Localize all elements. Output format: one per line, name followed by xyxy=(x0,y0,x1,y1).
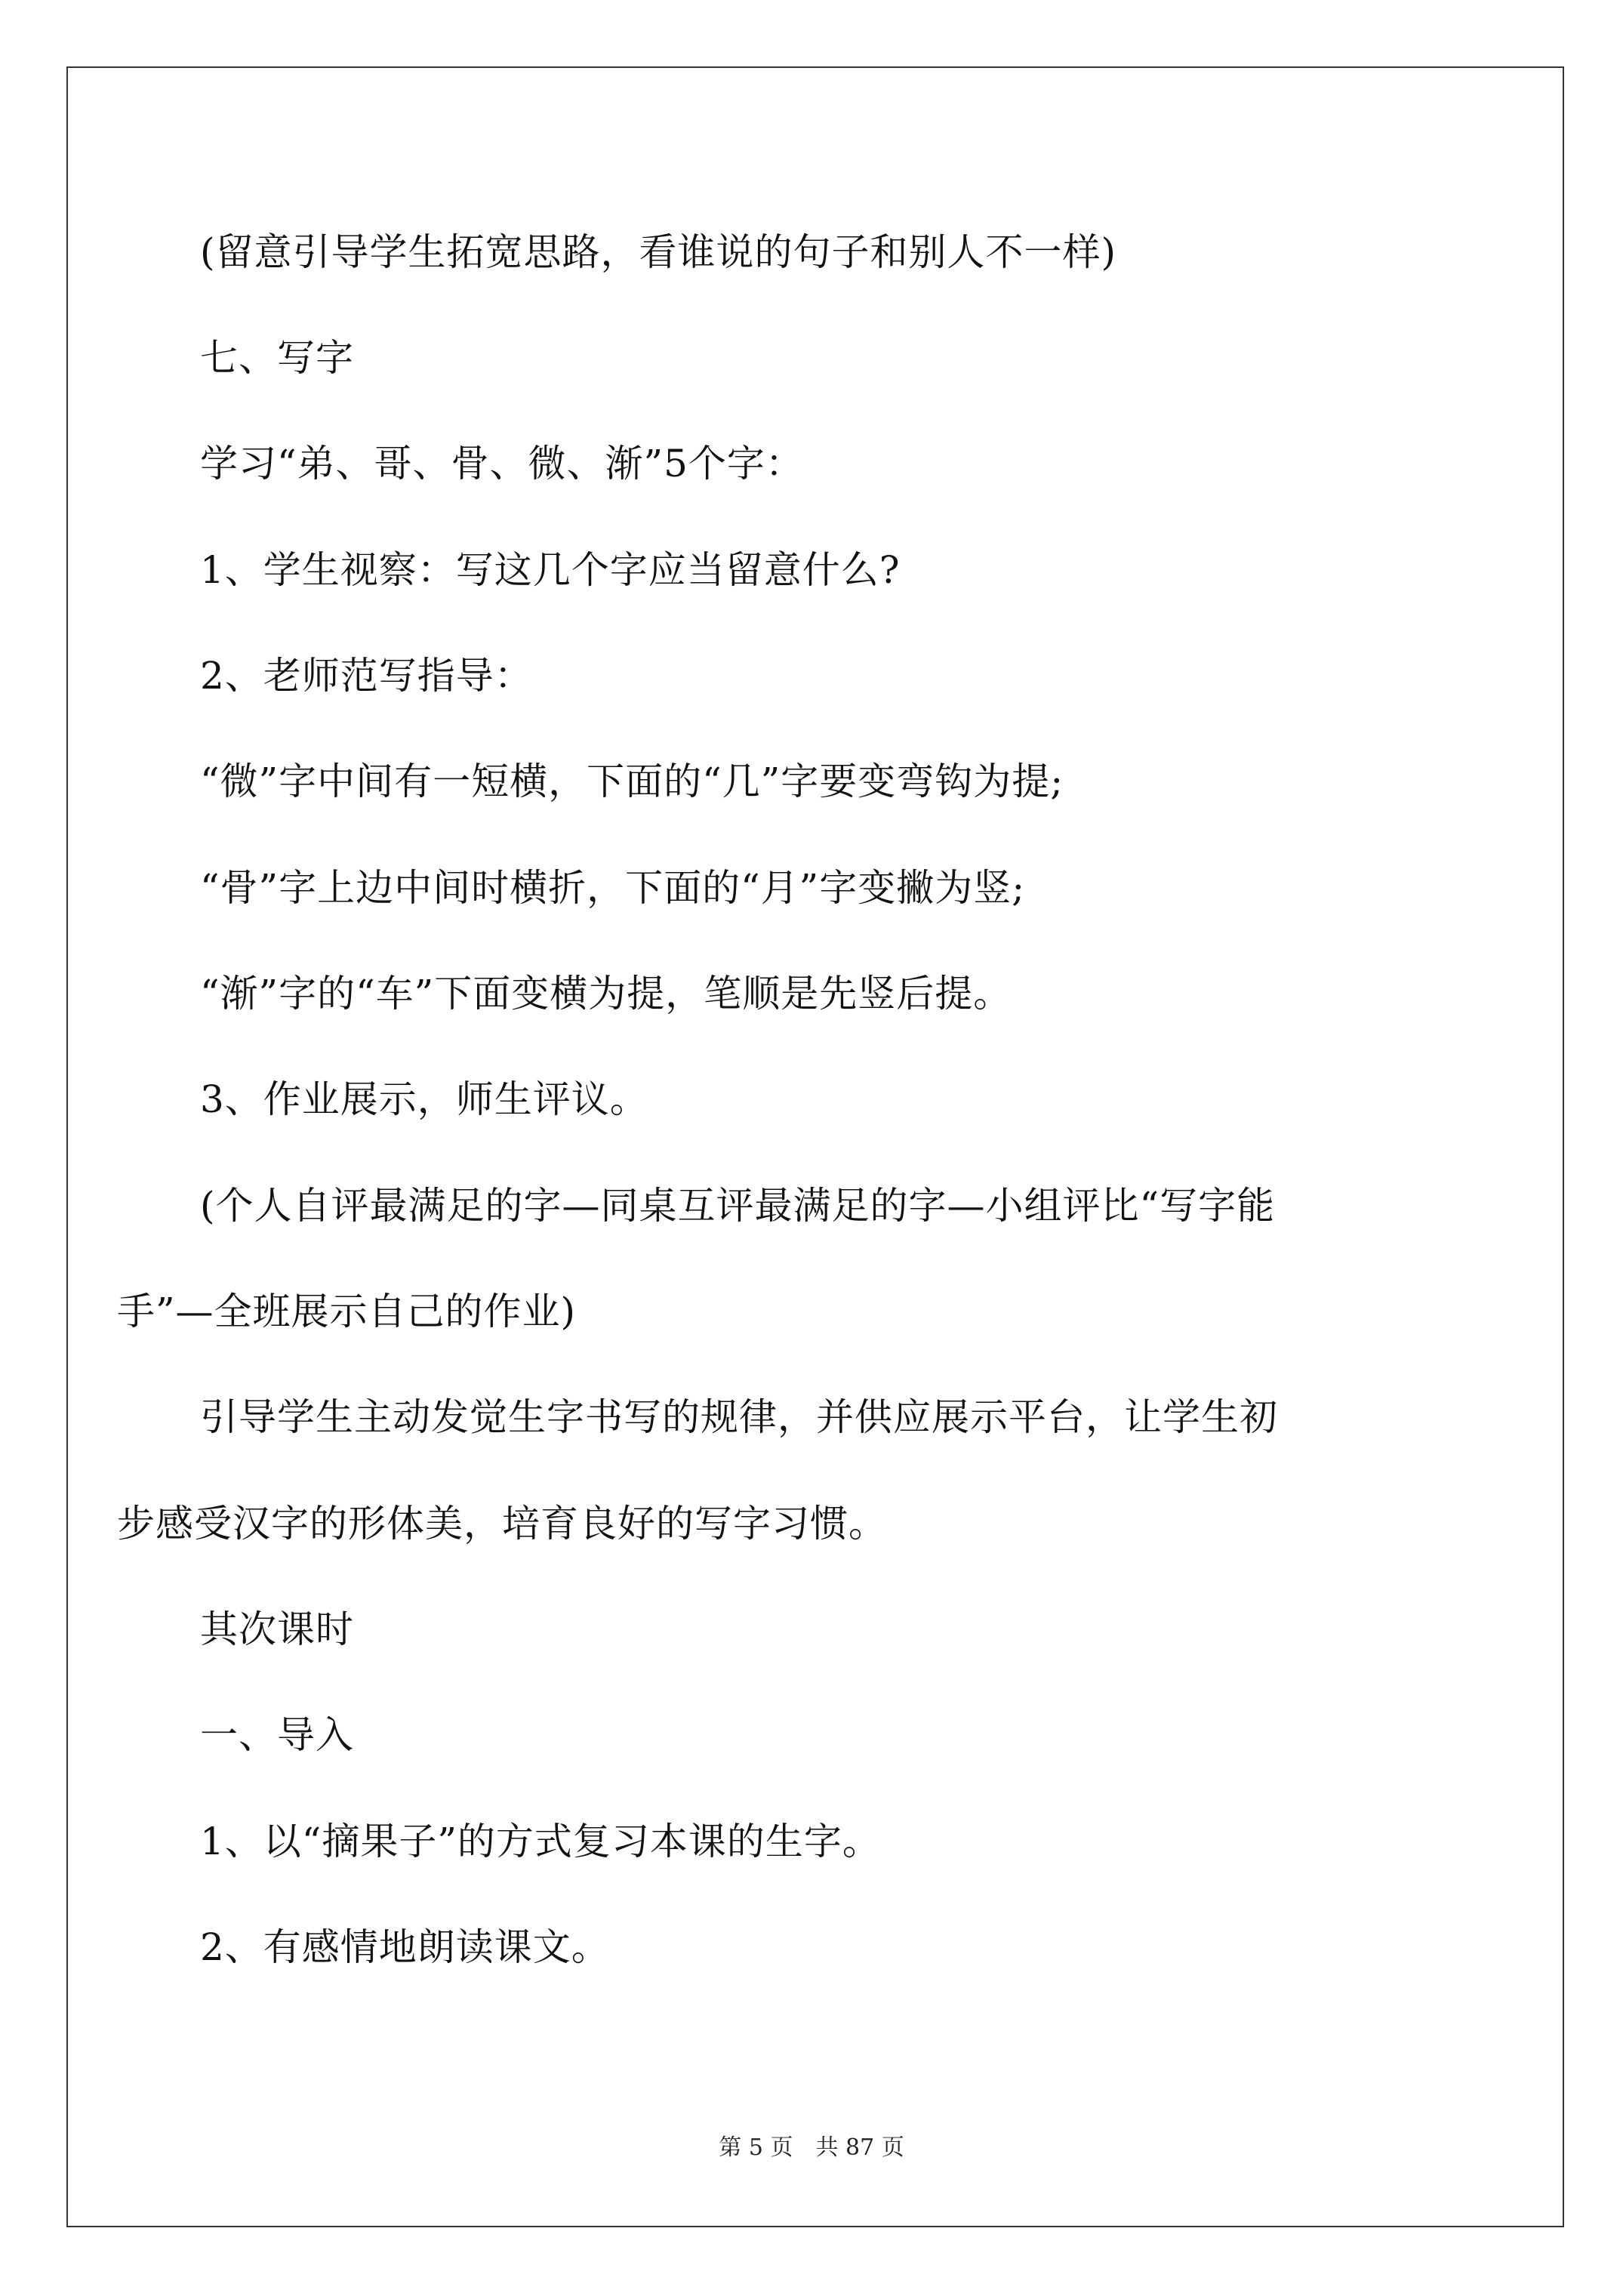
text-line: 2、老师范写指导： xyxy=(200,654,533,698)
text-line: “骨”字上边中间时横折，下面的“月”字变撇为竖; xyxy=(200,866,1026,910)
page-number: 第 5 页 共 87 页 xyxy=(719,2134,904,2161)
text-line: 手”—全班展示自己的作业) xyxy=(117,1290,577,1333)
text-line: 步感受汉字的形体美，培育良好的写字习惯。 xyxy=(117,1502,887,1546)
section-heading: 其次课时 xyxy=(200,1607,354,1651)
text-line: 1、以“摘果子”的方式复习本课的生字。 xyxy=(200,1820,881,1863)
page-border xyxy=(66,66,1564,2227)
text-line: (个人自评最满足的字—同桌互评最满足的字—小组评比“写字能 xyxy=(200,1184,1276,1228)
text-line: 引导学生主动发觉生字书写的规律，并供应展示平台，让学生初 xyxy=(200,1395,1278,1439)
text-line: 学习“弟、哥、骨、微、渐”5个字： xyxy=(200,442,804,485)
text-line: “微”字中间有一短横，下面的“几”字要变弯钩为提; xyxy=(200,760,1064,803)
text-line: 2、有感情地朗读课文。 xyxy=(200,1925,610,1969)
text-line: 3、作业展示，师生评议。 xyxy=(200,1077,648,1121)
text-line: “渐”字的“车”下面变横为提，笔顺是先竖后提。 xyxy=(200,972,1012,1015)
text-line: 1、学生视察：写这几个字应当留意什么? xyxy=(200,548,901,592)
section-heading: 七、写字 xyxy=(200,336,354,380)
section-heading: 一、导入 xyxy=(200,1713,354,1757)
text-line: (留意引导学生拓宽思路，看谁说的句子和别人不一样) xyxy=(200,230,1117,274)
